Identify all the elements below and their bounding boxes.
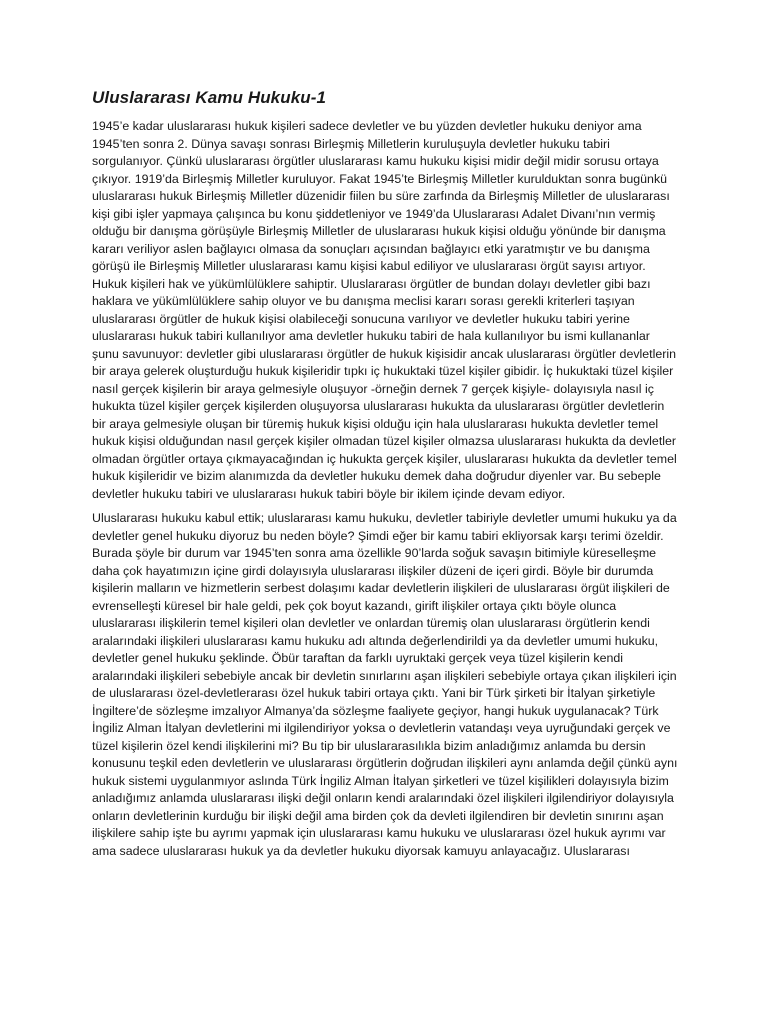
paragraph-2: Uluslararası hukuku kabul ettik; uluslararası kamu hukuku, devletler tabiriyle devletler umumi hukuku ya da devletler genel hukuku diyoruz bu neden böyle? Şimdi eğer bir kamu tabiri ekliyorsak karşı terimi özeldir. Burada şöyle bir durum var 1945’ten sonra ama özellikle 90’larda soğuk savaşın bitimiyle küreselleşme daha çok hayatımızın içine girdi dolayısıyla uluslararası ilişkiler düzeni de içeri girdi. Böyle bir durumda kişilerin malların ve hizmetlerin serbest dolaşımı kadar devletlerin ilişkileri de uluslararası örgüt ilişkileri de evrenselleşti küresel bir hale geldi, pek çok boyut kazandı, girift ilişkiler ortaya çıktı böyle olunca uluslararası ilişkilerin temel kişileri olan devletler ve onlardan türemiş olan uluslararası örgütlerin kendi aralarındaki ilişkileri uluslararası kamu hukuku adı altında değerlendirildi ya da devletler umumi hukuku, devletler genel hukuku şeklinde. Öbür taraftan da farklı uyruktaki gerçek veya tüzel kişilerin kendi aralarındaki ilişkileri sebebiyle ancak bir devletin sınırlarını aşan ilişkileri sebebiyle ortaya çıkan ilişkileri için de uluslararası özel-devletlerarası özel hukuk tabiri ortaya çıktı. Yani bir Türk şirketi bir İtalyan şirketiyle İngiltere’de sözleşme imzalıyor Almanya’da sözleşme faaliyete geçiyor, hangi hukuk uygulanacak? Türk İngiliz Alman İtalyan devletlerini mi ilgilendiriyor yoksa o devletlerin vatandaşı veya uyruğundaki gerçek ve tüzel kişilerin özel kendi ilişkilerini mi? Bu tip bir uluslararasılıkla bizim anladığımız anlamda bu dersin konusunu teşkil eden devletlerin ve uluslararası örgütlerin doğrudan ilişkileri aynı anlamda değil çünkü aynı hukuk sistemi uygulanmıyor aslında Türk İngiliz Alman İtalyan şirketleri ve tüzel kişilikleri dolayısıyla bizim anladığımız anlamda uluslararası ilişki değil onların kendi aralarındaki özel ilişkileri ilgilendiriyor dolayısıyla onların devletlerinin kurduğu bir ilişki değil ama birden çok da devleti ilgilendiren bir devletin sınırını aşan ilişkilere sahip işte bu ayrımı yapmak için uluslararası kamu hukuku ve uluslararası özel hukuk ayrımı var ama sadece uluslararası hukuk ya da devletler hukuku diyorsak kamuyu anlayacağız. Uluslararası xyxy=(92,511,678,858)
document-page xyxy=(92,88,680,867)
paragraph-1: 1945’e kadar uluslararası hukuk kişileri sadece devletler ve bu yüzden devletler hukuku deniyor ama 1945’ten sonra 2. Dünya savaşı sonrası Birleşmiş Milletlerin kuruluşuyla devletler hukuku tabiri sorgulanıyor. Çünkü uluslararası örgütler uluslararası kamu hukuku kişisi midir değil midir sorusu ortaya çıkıyor. 1919’da Birleşmiş Milletler kuruluyor. Fakat 1945’te Birleşmiş Milletler kurulduktan sonra bugünkü uluslararası hukuk Birleşmiş Milletler düzenidir fiilen bu süre zarfında da Birleşmiş Milletler de uluslararası kişi gibi işler yapmaya çalışınca bu konu şiddetleniyor ve 1949’da Uluslararası Adalet Divanı’nın vermiş olduğu bir danışma görüşüyle Birleşmiş Milletler de uluslararası hukuk kişisi olduğu yönünde bir danışma kararı veriliyor aslen bağlayıcı olmasa da sonuçları açısından bağlayıcı etki yaratmıştır ve bu danışma görüşü ile Birleşmiş Milletler uluslararası kamu kişisi kabul ediliyor ve uluslararası örgüt sayısı artıyor. Hukuk kişileri hak ve yükümlülüklere sahiptir. Uluslararası örgütler de bundan dolayı devletler gibi bazı haklara ve yükümlülüklere sahip oluyor ve bu danışma meclisi kararı sorası gerekli kriterleri taşıyan uluslararası örgütler de hukuk kişisi olabileceği sonucuna varılıyor ve devletler hukuku tabiri yerine uluslararası hukuk tabiri kullanılıyor ama devletler hukuku tabiri de hala kullanılıyor bu ismi kullananlar şunu savunuyor: devletler gibi uluslararası örgütler de hukuk kişisidir ancak uluslararası örgütler devletlerin bir araya gelerek oluşturduğu hukuk kişileridir tıpkı iç hukuktaki tüzel kişiler gibidir. İç hukuktaki tüzel kişiler nasıl gerçek kişilerin bir araya gelmesiyle oluşuyor -örneğin dernek 7 gerçek kişiyle- dolayısıyla nasıl iç hukukta tüzel kişiler gerçek kişilerden oluşuyorsa uluslararası hukukta da uluslararası örgütler devletlerin bir araya gelmesiyle oluşan bir türemiş hukuk kişisi olduğu için hala uluslararası hukukta devletler temel hukuk kişisi olduğundan nasıl gerçek kişiler olmadan tüzel kişiler olmazsa uluslararası hukukta da devletler olmadan örgütler ortaya çıkmayacağından iç hukukta gerçek kişiler, uluslararası hukukta da devletler temel hukuk kişileridir ve bizim alanımızda da devletler hukuku demek daha doğrudur diyenler var. Bu sebeple devletler hukuku tabiri ve uluslararası hukuk tabiri böyle bir ikilem içinde devam ediyor. xyxy=(92,119,677,501)
document-title: Uluslararası Kamu Hukuku-1 xyxy=(92,88,327,107)
